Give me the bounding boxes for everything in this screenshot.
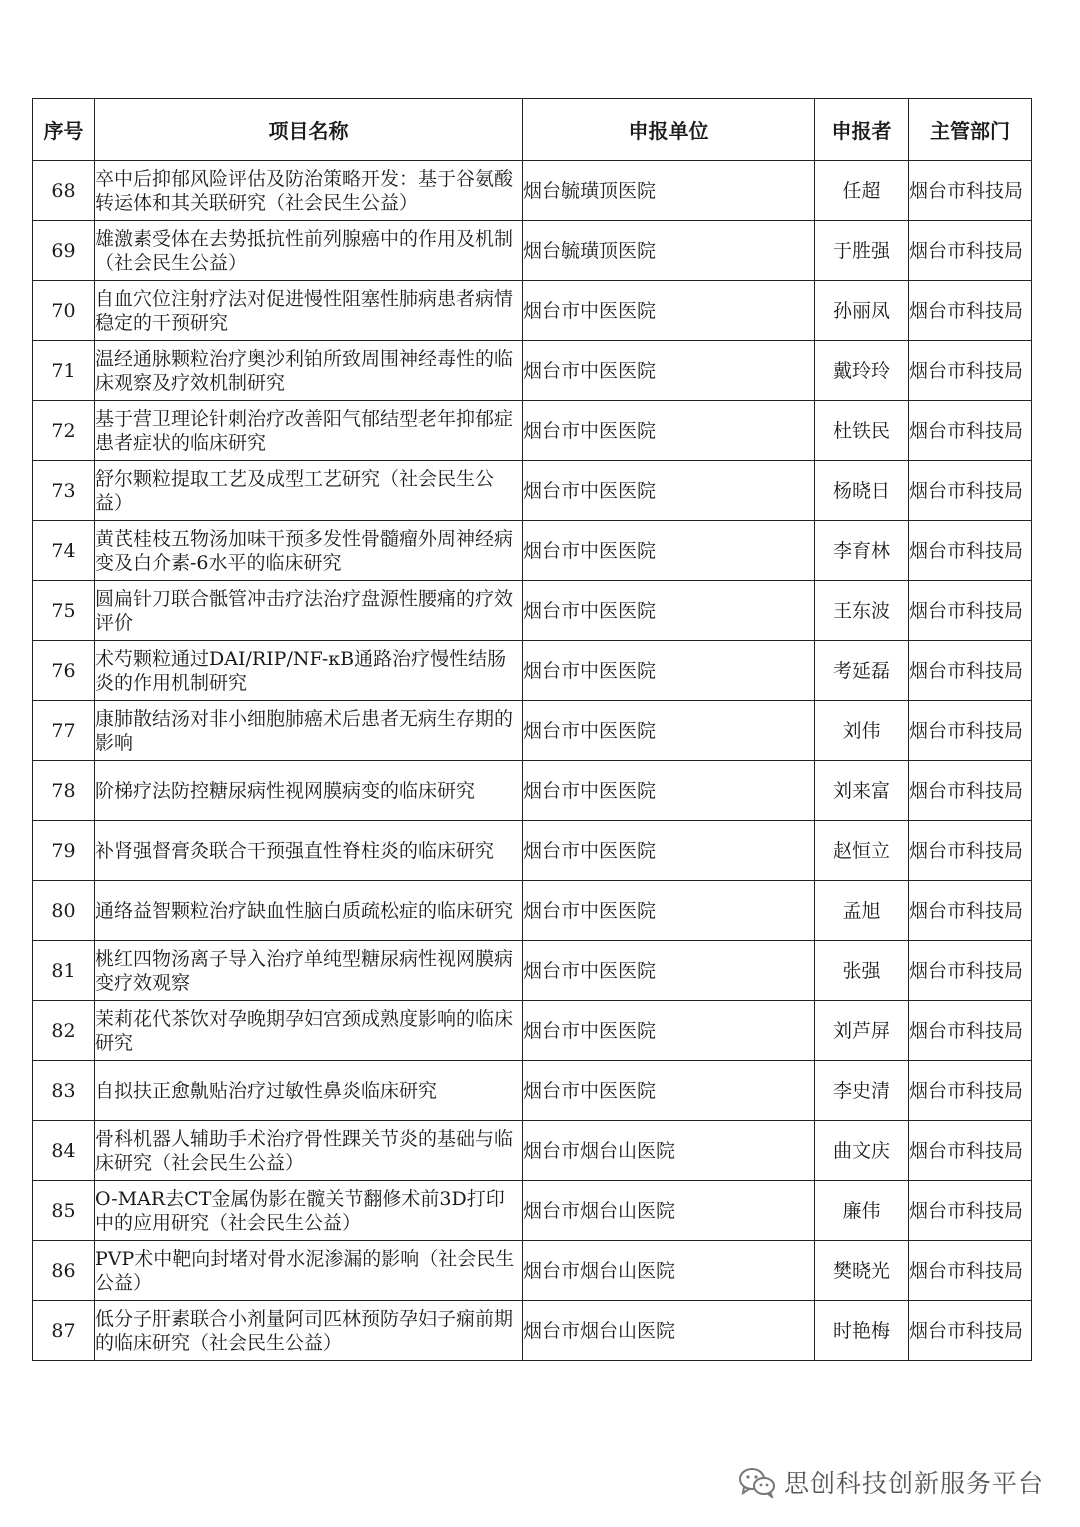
applicant-unit-cell: 烟台市中医医院 <box>523 641 815 701</box>
project-name-cell: 舒尔颗粒提取工艺及成型工艺研究（社会民生公益） <box>95 461 523 521</box>
serial-cell: 69 <box>33 221 95 281</box>
table-row <box>33 281 1032 341</box>
serial-cell: 78 <box>33 761 95 821</box>
table-row <box>33 881 1032 941</box>
serial-cell: 86 <box>33 1241 95 1301</box>
applicant-cell: 于胜强 <box>815 221 909 281</box>
table-row <box>33 1301 1032 1361</box>
applicant-cell: 孟旭 <box>815 881 909 941</box>
department-cell: 烟台市科技局 <box>909 641 1032 701</box>
serial-cell: 75 <box>33 581 95 641</box>
applicant-unit-cell: 烟台毓璜顶医院 <box>523 221 815 281</box>
serial-cell: 73 <box>33 461 95 521</box>
watermark-text: 思创科技创新服务平台 <box>783 1469 1044 1498</box>
applicant-unit-cell: 烟台市中医医院 <box>523 581 815 641</box>
table-row <box>33 161 1032 221</box>
department-cell: 烟台市科技局 <box>909 1301 1032 1361</box>
project-name-cell: 桃红四物汤离子导入治疗单纯型糖尿病性视网膜病变疗效观察 <box>95 941 523 1001</box>
table-row <box>33 941 1032 1001</box>
applicant-cell: 张强 <box>815 941 909 1001</box>
table-row <box>33 641 1032 701</box>
serial-cell: 85 <box>33 1181 95 1241</box>
project-name-cell: 圆扁针刀联合骶管冲击疗法治疗盘源性腰痛的疗效评价 <box>95 581 523 641</box>
department-cell: 烟台市科技局 <box>909 1121 1032 1181</box>
table-row <box>33 221 1032 281</box>
serial-cell: 71 <box>33 341 95 401</box>
applicant-cell: 李史清 <box>815 1061 909 1121</box>
serial-cell: 82 <box>33 1001 95 1061</box>
table-row <box>33 1241 1032 1301</box>
project-name-cell: 骨科机器人辅助手术治疗骨性踝关节炎的基础与临床研究（社会民生公益） <box>95 1121 523 1181</box>
applicant-cell: 杜铁民 <box>815 401 909 461</box>
project-name-cell: 术芍颗粒通过DAI/RIP/NF-κB通路治疗慢性结肠炎的作用机制研究 <box>95 641 523 701</box>
table-header-row <box>33 99 1032 161</box>
serial-cell: 74 <box>33 521 95 581</box>
project-name-cell: 基于营卫理论针刺治疗改善阳气郁结型老年抑郁症患者症状的临床研究 <box>95 401 523 461</box>
applicant-unit-cell: 烟台市中医医院 <box>523 701 815 761</box>
project-name-cell: 康肺散结汤对非小细胞肺癌术后患者无病生存期的影响 <box>95 701 523 761</box>
department-cell: 烟台市科技局 <box>909 1001 1032 1061</box>
applicant-unit-cell: 烟台市中医医院 <box>523 1001 815 1061</box>
serial-cell: 70 <box>33 281 95 341</box>
project-name-cell: 自拟扶正愈鼽贴治疗过敏性鼻炎临床研究 <box>95 1061 523 1121</box>
serial-cell: 68 <box>33 161 95 221</box>
department-cell: 烟台市科技局 <box>909 341 1032 401</box>
table-row <box>33 341 1032 401</box>
applicant-unit-cell: 烟台市中医医院 <box>523 821 815 881</box>
project-table <box>32 98 1032 1361</box>
applicant-unit-cell: 烟台市中医医院 <box>523 401 815 461</box>
department-cell: 烟台市科技局 <box>909 1181 1032 1241</box>
department-cell: 烟台市科技局 <box>909 1241 1032 1301</box>
applicant-unit-cell: 烟台市中医医院 <box>523 461 815 521</box>
applicant-cell: 樊晓光 <box>815 1241 909 1301</box>
project-name-cell: PVP术中靶向封堵对骨水泥渗漏的影响（社会民生公益） <box>95 1241 523 1301</box>
serial-cell: 77 <box>33 701 95 761</box>
applicant-unit-cell: 烟台市中医医院 <box>523 941 815 1001</box>
applicant-unit-cell: 烟台市中医医院 <box>523 521 815 581</box>
applicant-cell: 刘伟 <box>815 701 909 761</box>
project-name-cell: 补肾强督膏灸联合干预强直性脊柱炎的临床研究 <box>95 821 523 881</box>
table-row <box>33 1001 1032 1061</box>
serial-cell: 83 <box>33 1061 95 1121</box>
serial-cell: 87 <box>33 1301 95 1361</box>
applicant-unit-cell: 烟台市烟台山医院 <box>523 1241 815 1301</box>
serial-cell: 79 <box>33 821 95 881</box>
serial-cell: 80 <box>33 881 95 941</box>
header-serial: 序号 <box>33 99 95 161</box>
header-department: 主管部门 <box>909 99 1032 161</box>
department-cell: 烟台市科技局 <box>909 701 1032 761</box>
applicant-unit-cell: 烟台市中医医院 <box>523 341 815 401</box>
department-cell: 烟台市科技局 <box>909 461 1032 521</box>
project-name-cell: 低分子肝素联合小剂量阿司匹林预防孕妇子痫前期的临床研究（社会民生公益） <box>95 1301 523 1361</box>
wechat-icon <box>738 1466 776 1498</box>
department-cell: 烟台市科技局 <box>909 1061 1032 1121</box>
department-cell: 烟台市科技局 <box>909 401 1032 461</box>
project-name-cell: 黄芪桂枝五物汤加味干预多发性骨髓瘤外周神经病变及白介素-6水平的临床研究 <box>95 521 523 581</box>
applicant-unit-cell: 烟台市中医医院 <box>523 761 815 821</box>
department-cell: 烟台市科技局 <box>909 941 1032 1001</box>
applicant-cell: 戴玲玲 <box>815 341 909 401</box>
project-name-cell: 阶梯疗法防控糖尿病性视网膜病变的临床研究 <box>95 761 523 821</box>
table-row <box>33 821 1032 881</box>
applicant-cell: 考延磊 <box>815 641 909 701</box>
serial-cell: 81 <box>33 941 95 1001</box>
department-cell: 烟台市科技局 <box>909 881 1032 941</box>
table-row <box>33 401 1032 461</box>
project-name-cell: 雄激素受体在去势抵抗性前列腺癌中的作用及机制（社会民生公益） <box>95 221 523 281</box>
applicant-unit-cell: 烟台市中医医院 <box>523 281 815 341</box>
department-cell: 烟台市科技局 <box>909 161 1032 221</box>
project-name-cell: 通络益智颗粒治疗缺血性脑白质疏松症的临床研究 <box>95 881 523 941</box>
applicant-cell: 李育林 <box>815 521 909 581</box>
applicant-cell: 刘芦屏 <box>815 1001 909 1061</box>
applicant-cell: 任超 <box>815 161 909 221</box>
table-row <box>33 761 1032 821</box>
watermark <box>738 1462 1044 1502</box>
department-cell: 烟台市科技局 <box>909 281 1032 341</box>
serial-cell: 84 <box>33 1121 95 1181</box>
applicant-cell: 杨晓日 <box>815 461 909 521</box>
applicant-cell: 曲文庆 <box>815 1121 909 1181</box>
serial-cell: 72 <box>33 401 95 461</box>
applicant-cell: 孙丽凤 <box>815 281 909 341</box>
table-row <box>33 1061 1032 1121</box>
department-cell: 烟台市科技局 <box>909 581 1032 641</box>
header-project-name: 项目名称 <box>95 99 523 161</box>
table-row <box>33 521 1032 581</box>
table-row <box>33 1121 1032 1181</box>
header-applicant: 申报者 <box>815 99 909 161</box>
department-cell: 烟台市科技局 <box>909 821 1032 881</box>
table-row <box>33 461 1032 521</box>
applicant-unit-cell: 烟台市烟台山医院 <box>523 1301 815 1361</box>
department-cell: 烟台市科技局 <box>909 761 1032 821</box>
header-applicant-unit: 申报单位 <box>523 99 815 161</box>
applicant-cell: 刘来富 <box>815 761 909 821</box>
applicant-cell: 廉伟 <box>815 1181 909 1241</box>
project-name-cell: O-MAR去CT金属伪影在髋关节翻修术前3D打印中的应用研究（社会民生公益） <box>95 1181 523 1241</box>
table-row <box>33 1181 1032 1241</box>
project-name-cell: 温经通脉颗粒治疗奥沙利铂所致周围神经毒性的临床观察及疗效机制研究 <box>95 341 523 401</box>
applicant-cell: 赵恒立 <box>815 821 909 881</box>
applicant-cell: 时艳梅 <box>815 1301 909 1361</box>
applicant-unit-cell: 烟台市烟台山医院 <box>523 1181 815 1241</box>
project-name-cell: 自血穴位注射疗法对促进慢性阻塞性肺病患者病情稳定的干预研究 <box>95 281 523 341</box>
project-name-cell: 卒中后抑郁风险评估及防治策略开发：基于谷氨酸转运体和其关联研究（社会民生公益） <box>95 161 523 221</box>
table-row <box>33 581 1032 641</box>
applicant-unit-cell: 烟台毓璜顶医院 <box>523 161 815 221</box>
project-name-cell: 茉莉花代茶饮对孕晚期孕妇宫颈成熟度影响的临床研究 <box>95 1001 523 1061</box>
serial-cell: 76 <box>33 641 95 701</box>
applicant-cell: 王东波 <box>815 581 909 641</box>
table-row <box>33 701 1032 761</box>
applicant-unit-cell: 烟台市中医医院 <box>523 881 815 941</box>
department-cell: 烟台市科技局 <box>909 221 1032 281</box>
applicant-unit-cell: 烟台市中医医院 <box>523 1061 815 1121</box>
department-cell: 烟台市科技局 <box>909 521 1032 581</box>
applicant-unit-cell: 烟台市烟台山医院 <box>523 1121 815 1181</box>
